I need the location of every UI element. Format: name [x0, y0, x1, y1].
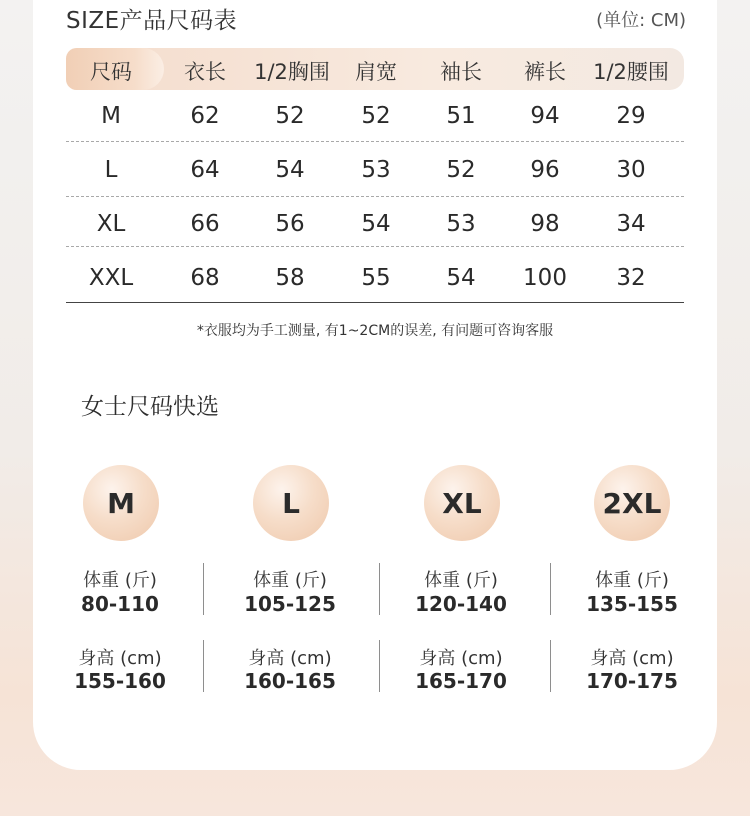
header-length: 衣长: [184, 60, 226, 84]
table-bottom-border: [66, 302, 684, 303]
weight-value: 80-110: [81, 592, 159, 616]
height-label: 身高 (cm): [590, 648, 674, 669]
column-divider: [379, 640, 380, 692]
table-cell: 52: [361, 103, 391, 129]
column-divider: [203, 640, 204, 692]
weight-value: 135-155: [586, 592, 678, 616]
column-divider: [550, 563, 551, 615]
table-cell: 29: [616, 103, 646, 129]
table-cell: 62: [190, 103, 220, 129]
weight-label: 体重 (斤): [83, 570, 157, 591]
table-cell: 58: [275, 265, 305, 291]
weight-label: 体重 (斤): [595, 570, 669, 591]
header-sleeve: 袖长: [440, 60, 482, 84]
row-divider: [66, 141, 684, 142]
size-badge-2xl: 2XL: [594, 465, 670, 541]
table-cell: 52: [275, 103, 305, 129]
table-cell: 66: [190, 211, 220, 237]
height-label: 身高 (cm): [248, 648, 332, 669]
unit-label: (单位: CM): [596, 10, 686, 31]
table-cell: 56: [275, 211, 305, 237]
table-cell: 32: [616, 265, 646, 291]
table-cell: 98: [530, 211, 560, 237]
table-cell: 100: [523, 265, 567, 291]
height-label: 身高 (cm): [419, 648, 503, 669]
table-cell: 54: [446, 265, 476, 291]
weight-label: 体重 (斤): [424, 570, 498, 591]
column-divider: [379, 563, 380, 615]
table-cell: XXL: [88, 265, 134, 291]
weight-value: 120-140: [415, 592, 507, 616]
table-cell: 54: [361, 211, 391, 237]
size-badge-xl: XL: [424, 465, 500, 541]
table-cell: 53: [446, 211, 476, 237]
table-cell: XL: [96, 211, 126, 237]
table-cell: 52: [446, 157, 476, 183]
height-value: 160-165: [244, 669, 336, 693]
table-cell: 94: [530, 103, 560, 129]
weight-label: 体重 (斤): [253, 570, 327, 591]
height-label: 身高 (cm): [78, 648, 162, 669]
table-cell: 30: [616, 157, 646, 183]
table-cell: 55: [361, 265, 391, 291]
column-divider: [550, 640, 551, 692]
height-value: 155-160: [74, 669, 166, 693]
height-value: 170-175: [586, 669, 678, 693]
header-waist: 1/2腰围: [593, 60, 669, 84]
table-cell: 34: [616, 211, 646, 237]
table-cell: M: [101, 103, 121, 129]
header-chest: 1/2胸围: [254, 60, 330, 84]
header-pants-length: 裤长: [524, 60, 566, 84]
quick-select-title: 女士尺码快选: [81, 394, 219, 420]
size-badge-m: M: [83, 465, 159, 541]
row-divider: [66, 246, 684, 247]
height-value: 165-170: [415, 669, 507, 693]
weight-value: 105-125: [244, 592, 336, 616]
table-cell: 64: [190, 157, 220, 183]
table-cell: 54: [275, 157, 305, 183]
table-cell: 53: [361, 157, 391, 183]
header-shoulder: 肩宽: [355, 60, 397, 84]
table-cell: 68: [190, 265, 220, 291]
column-divider: [203, 563, 204, 615]
table-cell: 51: [446, 103, 476, 129]
table-cell: 96: [530, 157, 560, 183]
header-size: 尺码: [90, 60, 132, 84]
table-cell: L: [104, 157, 118, 183]
measurement-note: *衣服均为手工测量, 有1~2CM的误差, 有问题可咨询客服: [196, 323, 554, 339]
size-badge-l: L: [253, 465, 329, 541]
row-divider: [66, 196, 684, 197]
size-chart-title: SIZE产品尺码表: [66, 8, 238, 34]
